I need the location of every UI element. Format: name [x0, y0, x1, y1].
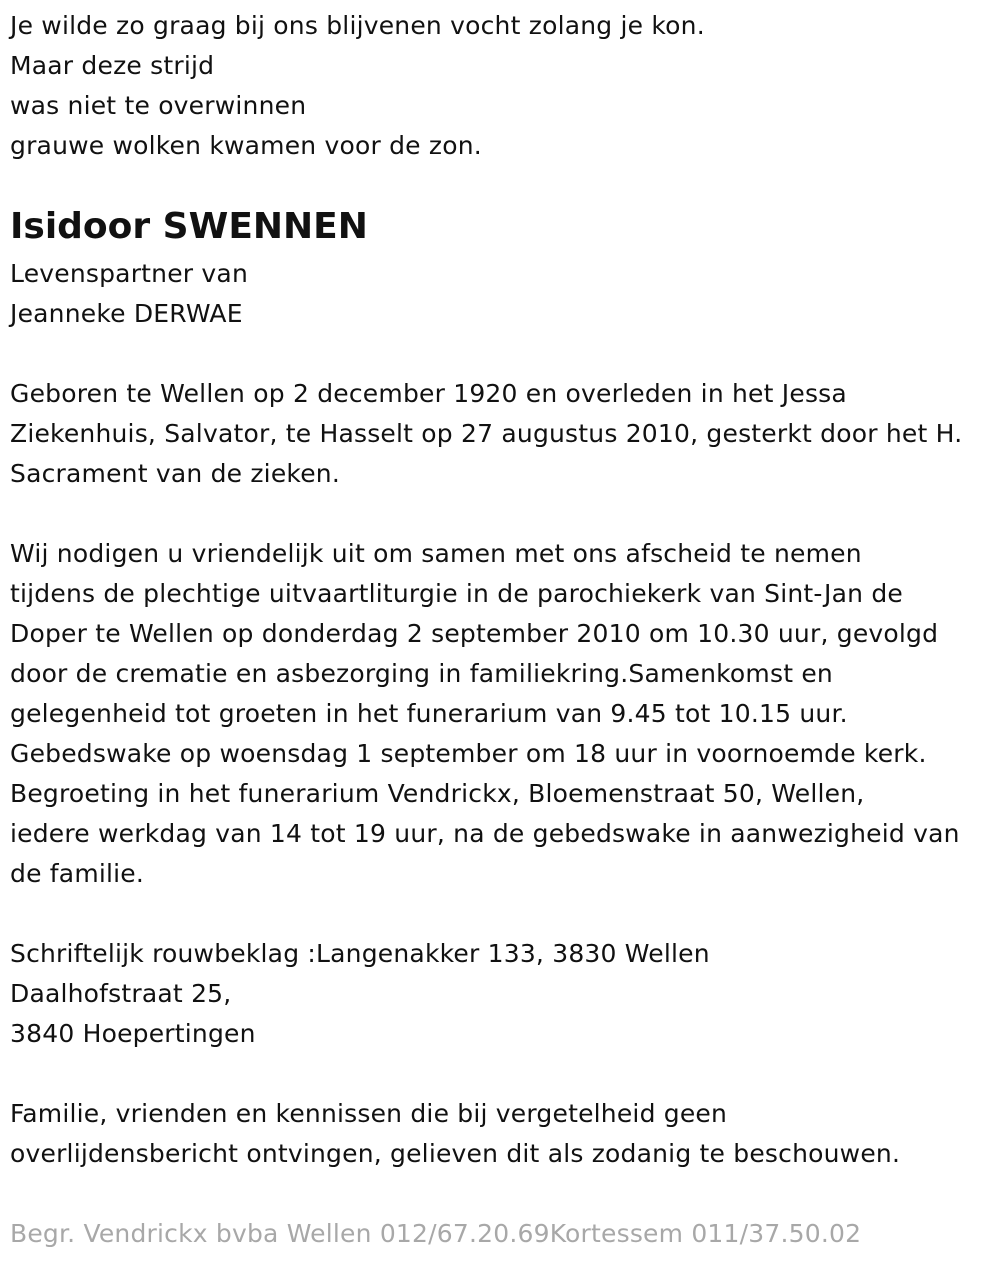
poem-line: grauwe wolken kwamen voor de zon.	[10, 131, 482, 160]
partner-block	[10, 254, 248, 334]
paragraph-line: Ziekenhuis, Salvator, te Hasselt op 27 augustus 2010, gesterkt door het H.	[10, 419, 963, 448]
paragraph-line: de familie.	[10, 859, 145, 888]
paragraph-line: tijdens de plechtige uitvaartliturgie in de parochiekerk van Sint-Jan de	[10, 579, 903, 608]
paragraph-line: Geboren te Wellen op 2 december 1920 en overleden in het Jessa	[10, 379, 847, 408]
paragraph-line: Doper te Wellen op donderdag 2 september 2010 om 10.30 uur, gevolgd	[10, 619, 939, 648]
paragraph-line: iedere werkdag van 14 tot 19 uur, na de gebedswake in aanwezigheid van	[10, 819, 960, 848]
partner-name: Jeanneke DERWAE	[10, 299, 243, 328]
poem-line: Je wilde zo graag bij ons blijvenen vocht zolang je kon.	[10, 11, 705, 40]
funeral-home-footer: Begr. Vendrickx bvba Wellen 012/67.20.69Kortessem 011/37.50.02	[10, 1219, 862, 1248]
family-notice-paragraph	[10, 1094, 900, 1174]
relation-label: Levenspartner van	[10, 259, 248, 288]
paragraph-line: Gebedswake op woensdag 1 september om 18 uur in voornoemde kerk.	[10, 739, 927, 768]
deceased-name: Isidoor SWENNEN	[10, 206, 368, 247]
poem-block	[10, 6, 705, 166]
poem-line: was niet te overwinnen	[10, 91, 307, 120]
poem-line: Maar deze strijd	[10, 51, 215, 80]
paragraph-line: Begroeting in het funerarium Vendrickx, Bloemenstraat 50, Wellen,	[10, 779, 865, 808]
paragraph-line: Sacrament van de zieken.	[10, 459, 340, 488]
paragraph-line: overlijdensbericht ontvingen, gelieven dit als zodanig te beschouwen.	[10, 1139, 901, 1168]
invitation-paragraph	[10, 534, 960, 894]
paragraph-line: gelegenheid tot groeten in het funerarium van 9.45 tot 10.15 uur.	[10, 699, 848, 728]
paragraph-line: Wij nodigen u vriendelijk uit om samen met ons afscheid te nemen	[10, 539, 862, 568]
address-line: 3840 Hoepertingen	[10, 1019, 256, 1048]
paragraph-line: Familie, vrienden en kennissen die bij vergetelheid geen	[10, 1099, 728, 1128]
address-line: Schriftelijk rouwbeklag :Langenakker 133, 3830 Wellen	[10, 939, 710, 968]
condolence-address-block	[10, 934, 710, 1054]
paragraph-line: door de crematie en asbezorging in familiekring.Samenkomst en	[10, 659, 833, 688]
birth-death-paragraph	[10, 374, 962, 494]
address-line: Daalhofstraat 25,	[10, 979, 232, 1008]
